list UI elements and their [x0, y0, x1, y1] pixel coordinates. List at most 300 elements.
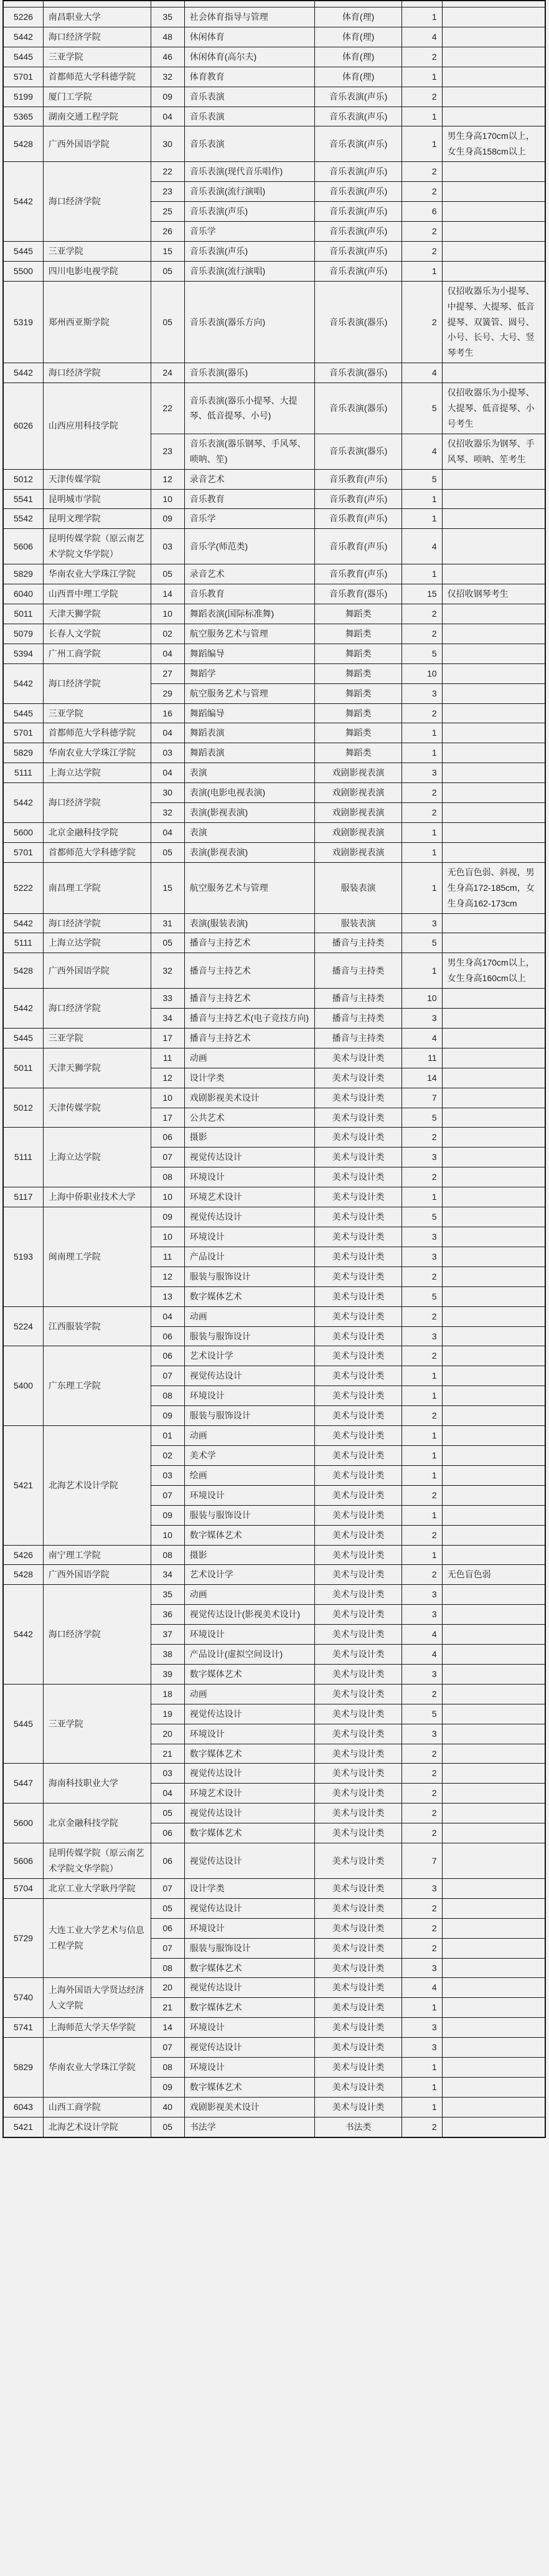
major-name-cell: 音乐学(师范类) [184, 529, 314, 564]
major-name-cell: 美术学 [184, 1445, 314, 1465]
school-name-cell: 首都师范大学科德学院 [43, 723, 151, 743]
category-cell: 音乐表演(声乐) [314, 241, 402, 261]
major-name-cell: 社会体育指导与管理 [184, 7, 314, 27]
school-code-cell: 5829 [3, 564, 43, 584]
major-code-cell: 08 [151, 1958, 184, 1978]
plan-count-cell: 4 [402, 434, 442, 469]
category-cell: 美术与设计类 [314, 1505, 402, 1525]
category-cell: 服装表演 [314, 913, 402, 933]
school-code-cell [3, 1, 43, 7]
plan-count-cell: 1 [402, 2097, 442, 2117]
major-name-cell: 航空服务艺术与管理 [184, 624, 314, 644]
major-name-cell: 休闲体育(高尔夫) [184, 47, 314, 67]
school-code-cell: 5011 [3, 604, 43, 624]
plan-count-cell: 2 [402, 1823, 442, 1843]
category-cell: 美术与设计类 [314, 1704, 402, 1724]
table-row [3, 1878, 545, 1898]
school-name-cell: 南昌职业大学 [43, 7, 151, 27]
remark-cell [442, 933, 545, 953]
plan-count-cell: 1 [402, 743, 442, 763]
school-code-cell: 5442 [3, 1585, 43, 1685]
category-cell: 美术与设计类 [314, 1764, 402, 1784]
plan-count-cell: 2 [402, 182, 442, 202]
school-code-cell: 5426 [3, 1545, 43, 1565]
school-code-cell: 5600 [3, 1804, 43, 1843]
category-cell: 美术与设计类 [314, 1207, 402, 1227]
plan-count-cell: 5 [402, 1108, 442, 1128]
remark-cell [442, 1306, 545, 1326]
plan-count-cell: 4 [402, 1978, 442, 1998]
category-cell: 音乐表演(声乐) [314, 162, 402, 182]
plan-count-cell: 2 [402, 241, 442, 261]
remark-cell [442, 1406, 545, 1426]
school-code-cell: 5012 [3, 1088, 43, 1128]
category-cell: 戏剧影视表演 [314, 763, 402, 783]
category-cell: 体育(理) [314, 7, 402, 27]
category-cell: 美术与设计类 [314, 1366, 402, 1386]
plan-count-cell: 4 [402, 27, 442, 47]
category-cell: 美术与设计类 [314, 1684, 402, 1704]
category-cell: 戏剧影视表演 [314, 783, 402, 803]
category-cell: 播音与主持类 [314, 1009, 402, 1029]
major-code-cell: 32 [151, 803, 184, 823]
major-code-cell: 13 [151, 1286, 184, 1306]
table-row [3, 529, 545, 564]
major-code-cell: 30 [151, 126, 184, 162]
remark-cell [442, 1247, 545, 1267]
major-code-cell: 05 [151, 933, 184, 953]
major-code-cell: 34 [151, 1009, 184, 1029]
plan-count-cell: 14 [402, 1068, 442, 1088]
school-name-cell: 海口经济学院 [43, 363, 151, 383]
major-code-cell: 15 [151, 862, 184, 913]
major-code-cell: 32 [151, 953, 184, 989]
category-cell: 音乐教育(声乐) [314, 509, 402, 529]
category-cell: 音乐表演(器乐) [314, 281, 402, 363]
school-code-cell: 5428 [3, 1565, 43, 1585]
table-row [3, 1545, 545, 1565]
major-code-cell: 06 [151, 1823, 184, 1843]
table-row [3, 383, 545, 434]
remark-cell [442, 107, 545, 126]
remark-cell: 男生身高170cm以上，女生身高160cm以上 [442, 953, 545, 989]
category-cell: 美术与设计类 [314, 1148, 402, 1167]
category-cell: 美术与设计类 [314, 1267, 402, 1286]
major-name-cell: 音乐表演(器乐小提琴、大提琴、低音提琴、小号) [184, 383, 314, 434]
school-name-cell: 广东理工学院 [43, 1346, 151, 1426]
school-name-cell: 湖南交通工程学院 [43, 107, 151, 126]
school-name-cell: 上海中侨职业技术大学 [43, 1187, 151, 1207]
table-row [3, 913, 545, 933]
major-name-cell: 服装与服饰设计 [184, 1406, 314, 1426]
major-code-cell: 02 [151, 1445, 184, 1465]
category-cell: 体育(理) [314, 67, 402, 87]
major-name-cell: 动画 [184, 1306, 314, 1326]
remark-cell [442, 1525, 545, 1545]
major-name-cell: 服装与服饰设计 [184, 1267, 314, 1286]
plan-count-cell: 2 [402, 1565, 442, 1585]
table-row [3, 1028, 545, 1048]
major-code-cell: 12 [151, 1068, 184, 1088]
category-cell: 音乐表演(器乐) [314, 363, 402, 383]
table-row [3, 469, 545, 489]
school-name-cell: 天津天狮学院 [43, 1048, 151, 1088]
major-code-cell: 04 [151, 723, 184, 743]
table-row [3, 663, 545, 683]
plan-count-cell: 5 [402, 1286, 442, 1306]
school-name-cell: 海口经济学院 [43, 1585, 151, 1685]
school-code-cell: 5740 [3, 1978, 43, 2018]
school-code-cell: 5428 [3, 126, 43, 162]
major-code-cell: 18 [151, 1684, 184, 1704]
major-name-cell: 数字媒体艺术 [184, 1744, 314, 1764]
plan-count-cell: 2 [402, 47, 442, 67]
remark-cell [442, 1108, 545, 1128]
major-code-cell: 36 [151, 1605, 184, 1625]
school-name-cell: 海口经济学院 [43, 663, 151, 703]
category-cell: 播音与主持类 [314, 953, 402, 989]
school-code-cell: 5447 [3, 1764, 43, 1804]
major-code-cell: 09 [151, 87, 184, 107]
table-row [3, 1843, 545, 1879]
major-name-cell: 服装与服饰设计 [184, 1505, 314, 1525]
category-cell: 音乐表演(声乐) [314, 221, 402, 241]
remark-cell [442, 27, 545, 47]
major-code-cell: 10 [151, 604, 184, 624]
school-code-cell: 5224 [3, 1306, 43, 1346]
plan-count-cell: 1 [402, 1366, 442, 1386]
category-cell: 美术与设计类 [314, 1958, 402, 1978]
major-code-cell: 03 [151, 1465, 184, 1485]
major-name-cell: 视觉传达设计 [184, 1804, 314, 1823]
plan-count-cell: 1 [402, 953, 442, 989]
school-name-cell: 郑州西亚斯学院 [43, 281, 151, 363]
major-name-cell: 音乐学 [184, 221, 314, 241]
major-code-cell: 03 [151, 529, 184, 564]
category-cell: 美术与设计类 [314, 1525, 402, 1545]
school-name-cell: 山西应用科技学院 [43, 383, 151, 470]
major-name-cell: 音乐表演(器乐方向) [184, 281, 314, 363]
major-name-cell: 舞蹈表演 [184, 743, 314, 763]
major-name-cell: 动画 [184, 1048, 314, 1068]
remark-cell [442, 1326, 545, 1346]
category-cell: 美术与设计类 [314, 1227, 402, 1247]
remark-cell [442, 1684, 545, 1704]
school-code-cell: 5442 [3, 913, 43, 933]
major-name-cell: 舞蹈表演 [184, 723, 314, 743]
school-code-cell: 5606 [3, 1843, 43, 1879]
plan-count-cell: 2 [402, 1684, 442, 1704]
school-name-cell: 华南农业大学珠江学院 [43, 743, 151, 763]
major-code-cell: 05 [151, 261, 184, 281]
school-name-cell: 大连工业大学艺术与信息工程学院 [43, 1898, 151, 1978]
category-cell: 美术与设计类 [314, 1386, 402, 1406]
major-name-cell: 体育教育 [184, 67, 314, 87]
remark-cell [442, 1505, 545, 1525]
school-code-cell: 5729 [3, 1898, 43, 1978]
remark-cell [442, 7, 545, 27]
major-code-cell: 37 [151, 1625, 184, 1645]
major-code-cell: 12 [151, 469, 184, 489]
plan-count-cell: 4 [402, 363, 442, 383]
major-name-cell: 音乐教育 [184, 489, 314, 509]
major-name-cell: 舞蹈编导 [184, 703, 314, 723]
school-name-cell: 昆明传媒学院（原云南艺术学院文华学院） [43, 529, 151, 564]
table-body [3, 1, 545, 2137]
plan-count-cell: 3 [402, 1009, 442, 1029]
school-code-cell: 5704 [3, 1878, 43, 1898]
major-code-cell: 16 [151, 703, 184, 723]
category-cell: 舞蹈类 [314, 683, 402, 703]
category-cell: 美术与设计类 [314, 1823, 402, 1843]
remark-cell [442, 363, 545, 383]
plan-count-cell: 5 [402, 1704, 442, 1724]
plan-count-cell: 10 [402, 663, 442, 683]
plan-count-cell: 1 [402, 1465, 442, 1485]
major-name-cell: 动画 [184, 1426, 314, 1446]
category-cell: 美术与设计类 [314, 1306, 402, 1326]
school-code-cell: 5079 [3, 624, 43, 644]
major-name-cell: 视觉传达设计 [184, 1843, 314, 1879]
major-name-cell: 音乐表演(声乐) [184, 241, 314, 261]
major-code-cell: 05 [151, 281, 184, 363]
major-code-cell: 05 [151, 1898, 184, 1918]
plan-count-cell [402, 1, 442, 7]
remark-cell [442, 2018, 545, 2038]
plan-count-cell: 3 [402, 1605, 442, 1625]
major-name-cell: 数字媒体艺术 [184, 1525, 314, 1545]
plan-count-cell: 2 [402, 1918, 442, 1938]
remark-cell [442, 1148, 545, 1167]
school-name-cell: 广西外国语学院 [43, 126, 151, 162]
school-name-cell: 山西晋中理工学院 [43, 584, 151, 604]
remark-cell [442, 1958, 545, 1978]
school-code-cell: 6040 [3, 584, 43, 604]
table-row [3, 7, 545, 27]
school-name-cell: 华南农业大学珠江学院 [43, 2038, 151, 2098]
school-name-cell: 南昌理工学院 [43, 862, 151, 913]
major-name-cell: 视觉传达设计 [184, 1978, 314, 1998]
category-cell: 音乐表演(声乐) [314, 261, 402, 281]
plan-count-cell: 5 [402, 933, 442, 953]
school-name-cell [43, 1, 151, 7]
major-code-cell: 39 [151, 1664, 184, 1684]
major-name-cell: 音乐表演(流行演唱) [184, 182, 314, 202]
table-row [3, 743, 545, 763]
major-name-cell: 音乐表演 [184, 107, 314, 126]
major-code-cell: 34 [151, 1565, 184, 1585]
major-name-cell: 产品设计(虚拟空间设计) [184, 1645, 314, 1665]
table-row [3, 822, 545, 842]
category-cell: 音乐表演(声乐) [314, 182, 402, 202]
plan-count-cell: 1 [402, 1545, 442, 1565]
major-name-cell: 数字媒体艺术 [184, 1286, 314, 1306]
table-row [3, 1898, 545, 1918]
school-name-cell: 北海艺术设计学院 [43, 2117, 151, 2137]
plan-count-cell: 10 [402, 989, 442, 1009]
major-code-cell: 07 [151, 1366, 184, 1386]
remark-cell [442, 1764, 545, 1784]
school-name-cell: 南宁理工学院 [43, 1545, 151, 1565]
major-name-cell: 数字媒体艺术 [184, 1958, 314, 1978]
major-code-cell: 06 [151, 1346, 184, 1366]
school-code-cell: 5400 [3, 1346, 43, 1426]
plan-count-cell: 2 [402, 1938, 442, 1958]
table-row [3, 1346, 545, 1366]
major-name-cell: 视觉传达设计(影视美术设计) [184, 1605, 314, 1625]
remark-cell [442, 1485, 545, 1505]
major-name-cell: 录音艺术 [184, 564, 314, 584]
school-code-cell: 5606 [3, 529, 43, 564]
plan-count-cell: 1 [402, 107, 442, 126]
category-cell: 音乐教育(声乐) [314, 529, 402, 564]
school-code-cell: 5199 [3, 87, 43, 107]
major-name-cell: 航空服务艺术与管理 [184, 683, 314, 703]
table-row [3, 1684, 545, 1704]
plan-count-cell: 1 [402, 1445, 442, 1465]
table-row [3, 489, 545, 509]
remark-cell [442, 1167, 545, 1187]
major-name-cell: 音乐表演(现代音乐唱作) [184, 162, 314, 182]
major-code-cell: 01 [151, 1426, 184, 1446]
remark-cell [442, 783, 545, 803]
school-code-cell: 5365 [3, 107, 43, 126]
remark-cell [442, 202, 545, 222]
plan-count-cell: 4 [402, 529, 442, 564]
category-cell: 美术与设计类 [314, 1108, 402, 1128]
school-code-cell: 5445 [3, 241, 43, 261]
category-cell: 美术与设计类 [314, 1048, 402, 1068]
major-code-cell: 46 [151, 47, 184, 67]
table-row [3, 564, 545, 584]
remark-cell [442, 1878, 545, 1898]
school-name-cell: 北京工业大学耿丹学院 [43, 1878, 151, 1898]
school-name-cell: 三亚学院 [43, 703, 151, 723]
category-cell: 书法类 [314, 2117, 402, 2137]
major-name-cell: 环境设计 [184, 1918, 314, 1938]
category-cell: 美术与设计类 [314, 1784, 402, 1804]
major-code-cell: 10 [151, 489, 184, 509]
table-row [3, 783, 545, 803]
major-code-cell: 07 [151, 1878, 184, 1898]
plan-count-cell: 3 [402, 1247, 442, 1267]
school-name-cell: 昆明传媒学院（原云南艺术学院文华学院） [43, 1843, 151, 1879]
major-name-cell: 摄影 [184, 1128, 314, 1148]
remark-cell [442, 1128, 545, 1148]
remark-cell [442, 261, 545, 281]
remark-cell [442, 162, 545, 182]
category-cell: 美术与设计类 [314, 1898, 402, 1918]
category-cell: 美术与设计类 [314, 1998, 402, 2018]
plan-count-cell: 5 [402, 644, 442, 663]
category-cell: 音乐表演(声乐) [314, 107, 402, 126]
remark-cell [442, 604, 545, 624]
school-code-cell: 5829 [3, 2038, 43, 2098]
table-row [3, 763, 545, 783]
major-code-cell: 10 [151, 1525, 184, 1545]
school-code-cell: 5111 [3, 1128, 43, 1187]
major-code-cell [151, 1, 184, 7]
category-cell [314, 1, 402, 7]
remark-cell [442, 1009, 545, 1029]
table-row [3, 241, 545, 261]
major-name-cell: 数字媒体艺术 [184, 1664, 314, 1684]
major-name-cell: 艺术设计学 [184, 1565, 314, 1585]
major-name-cell: 动画 [184, 1585, 314, 1605]
category-cell: 美术与设计类 [314, 1605, 402, 1625]
plan-count-cell: 3 [402, 2018, 442, 2038]
major-code-cell: 35 [151, 7, 184, 27]
category-cell: 播音与主持类 [314, 1028, 402, 1048]
major-name-cell: 艺术设计学 [184, 1346, 314, 1366]
plan-count-cell: 1 [402, 261, 442, 281]
major-name-cell: 设计学类 [184, 1068, 314, 1088]
plan-count-cell: 1 [402, 2077, 442, 2097]
major-name-cell: 视觉传达设计 [184, 2038, 314, 2058]
remark-cell [442, 624, 545, 644]
plan-count-cell: 2 [402, 1525, 442, 1545]
remark-cell [442, 763, 545, 783]
major-name-cell: 数字媒体艺术 [184, 1998, 314, 2018]
table-row [3, 509, 545, 529]
plan-count-cell: 3 [402, 1664, 442, 1684]
category-cell: 音乐表演(声乐) [314, 202, 402, 222]
major-name-cell: 书法学 [184, 2117, 314, 2137]
remark-cell [442, 803, 545, 823]
table-row [3, 162, 545, 182]
category-cell: 舞蹈类 [314, 663, 402, 683]
plan-count-cell: 3 [402, 2038, 442, 2058]
plan-count-cell: 3 [402, 683, 442, 703]
remark-cell: 仅招收器乐为小提琴、大提琴、低音提琴、小号考生 [442, 383, 545, 434]
table-row [3, 604, 545, 624]
major-name-cell: 环境设计 [184, 1485, 314, 1505]
major-code-cell: 09 [151, 1505, 184, 1525]
major-name-cell: 环境设计 [184, 2058, 314, 2078]
major-name-cell: 环境设计 [184, 1724, 314, 1744]
major-name-cell: 摄影 [184, 1545, 314, 1565]
remark-cell [442, 644, 545, 663]
school-code-cell: 5319 [3, 281, 43, 363]
major-name-cell: 表演(影视表演) [184, 842, 314, 862]
plan-count-cell: 2 [402, 783, 442, 803]
table-row [3, 261, 545, 281]
major-name-cell: 表演(服装表演) [184, 913, 314, 933]
category-cell: 美术与设计类 [314, 1918, 402, 1938]
plan-count-cell: 2 [402, 703, 442, 723]
plan-count-cell: 15 [402, 584, 442, 604]
cut-off-partial-row [3, 1, 545, 7]
table-row [3, 953, 545, 989]
school-code-cell: 5442 [3, 27, 43, 47]
remark-cell [442, 1068, 545, 1088]
category-cell: 音乐教育(声乐) [314, 469, 402, 489]
table-row [3, 862, 545, 913]
plan-count-cell: 2 [402, 1306, 442, 1326]
major-name-cell: 舞蹈表演(国际标准舞) [184, 604, 314, 624]
major-code-cell: 08 [151, 1386, 184, 1406]
major-code-cell: 05 [151, 2117, 184, 2137]
table-row [3, 2038, 545, 2058]
plan-count-cell: 2 [402, 803, 442, 823]
major-code-cell: 04 [151, 644, 184, 663]
major-name-cell: 音乐表演(器乐钢琴、手风琴、唢呐、笙) [184, 434, 314, 469]
school-name-cell: 三亚学院 [43, 241, 151, 261]
remark-cell [442, 1187, 545, 1207]
plan-count-cell: 2 [402, 87, 442, 107]
category-cell: 舞蹈类 [314, 703, 402, 723]
school-code-cell: 5111 [3, 763, 43, 783]
